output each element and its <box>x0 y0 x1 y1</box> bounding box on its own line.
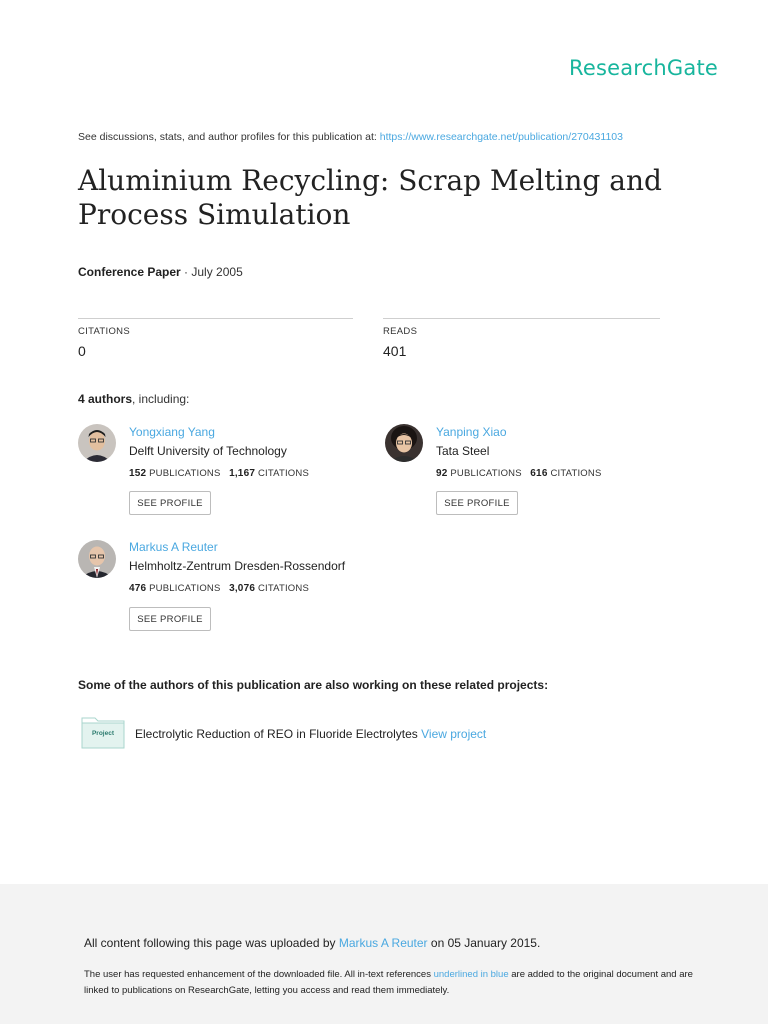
citations-label: CITATIONS <box>257 583 309 594</box>
citations-label: CITATIONS <box>78 326 130 337</box>
publications-count: 152 <box>129 468 147 479</box>
page-title: Aluminium Recycling: Scrap Melting and Process Simulation <box>78 164 662 231</box>
reads-label: READS <box>383 326 418 337</box>
citations-count: 3,076 <box>229 583 256 594</box>
author-stats <box>436 468 602 479</box>
see-profile-button[interactable]: SEE PROFILE <box>129 607 211 631</box>
project-folder-icon[interactable] <box>81 715 125 749</box>
citations-count: 616 <box>530 468 548 479</box>
author-institution[interactable]: Tata Steel <box>436 444 490 458</box>
project-icon-label: Project <box>91 730 115 737</box>
citations-label: CITATIONS <box>257 468 309 479</box>
footer <box>0 884 768 1024</box>
project-title[interactable]: Electrolytic Reduction of REO in Fluoride Electrolytes <box>135 727 422 741</box>
note-suffix: are added to the original document and are linked to publications on ResearchGate, letting you access and read them immediately. <box>84 969 693 996</box>
citations-label: CITATIONS <box>550 468 602 479</box>
discussion-line <box>78 131 623 143</box>
author-institution[interactable]: Delft University of Technology <box>129 444 287 458</box>
related-project <box>135 727 486 741</box>
see-profile-button[interactable]: SEE PROFILE <box>129 491 211 515</box>
divider-reads <box>383 318 660 319</box>
publications-label: PUBLICATIONS <box>149 468 221 479</box>
author-card <box>385 424 423 462</box>
author-name-link[interactable]: Yongxiang Yang <box>129 425 215 439</box>
view-project-link[interactable]: View project <box>421 727 487 741</box>
publication-meta <box>78 265 243 279</box>
uploader-link[interactable]: Markus A Reuter <box>338 936 428 950</box>
publication-date: July 2005 <box>191 265 243 279</box>
authors-suffix: , including: <box>132 392 190 406</box>
author-card <box>78 424 116 462</box>
upload-suffix: on 05 January 2015. <box>427 936 541 950</box>
discussion-prefix: See discussions, stats, and author profiles for this publication at: <box>78 131 380 143</box>
reads-value: 401 <box>383 343 407 359</box>
author-name-link[interactable]: Yanping Xiao <box>436 425 507 439</box>
author-institution[interactable]: Helmholtz-Zentrum Dresden-Rossendorf <box>129 559 346 573</box>
avatar[interactable] <box>385 424 423 462</box>
author-card <box>78 540 116 578</box>
divider-citations <box>78 318 353 319</box>
authors-count: 4 authors <box>78 392 133 406</box>
enhancement-note <box>84 967 694 999</box>
note-prefix: The user has requested enhancement of the downloaded file. All in-text references <box>84 969 434 980</box>
publications-label: PUBLICATIONS <box>450 468 522 479</box>
authors-heading <box>78 392 189 406</box>
related-projects-heading: Some of the authors of this publication are also working on these related projects: <box>78 678 549 692</box>
publications-count: 92 <box>436 468 448 479</box>
author-name-link[interactable]: Markus A Reuter <box>129 540 218 554</box>
publication-type: Conference Paper <box>78 265 181 279</box>
avatar[interactable] <box>78 540 116 578</box>
author-stats <box>129 468 309 479</box>
author-stats <box>129 583 309 594</box>
meta-separator: · <box>180 265 192 279</box>
avatar[interactable] <box>78 424 116 462</box>
see-profile-button[interactable]: SEE PROFILE <box>436 491 518 515</box>
publications-count: 476 <box>129 583 147 594</box>
underlined-link[interactable]: underlined in blue <box>433 969 509 980</box>
citations-count: 1,167 <box>229 468 256 479</box>
upload-prefix: All content following this page was uploaded by <box>84 936 339 950</box>
publications-label: PUBLICATIONS <box>149 583 221 594</box>
publication-url-link[interactable]: https://www.researchgate.net/publication/270431103 <box>379 131 623 143</box>
upload-note <box>84 936 540 950</box>
researchgate-logo[interactable]: ResearchGate <box>569 56 719 80</box>
citations-value: 0 <box>78 343 86 359</box>
